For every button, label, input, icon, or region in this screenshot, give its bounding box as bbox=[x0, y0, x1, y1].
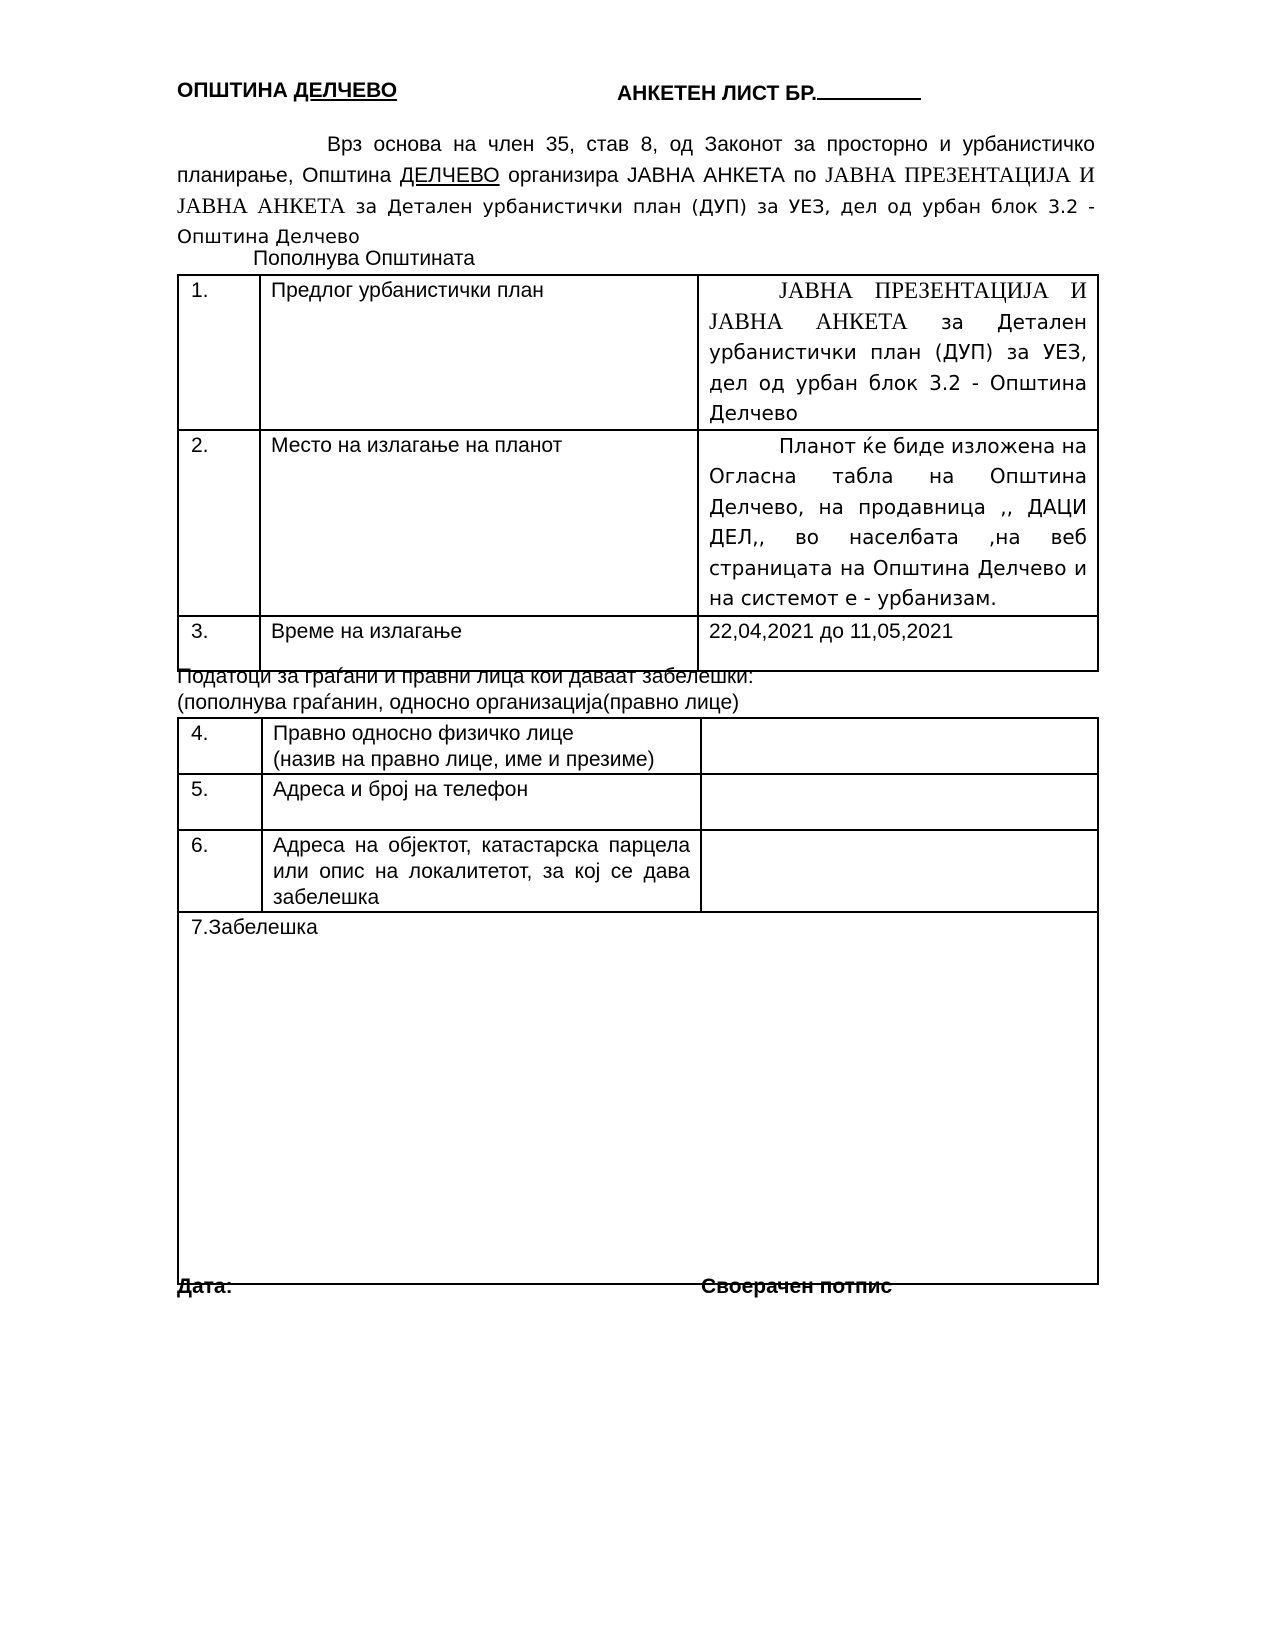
row-number: 3. bbox=[178, 616, 260, 671]
date-label: Дата: bbox=[177, 1275, 233, 1298]
note-field[interactable] bbox=[178, 912, 1098, 1284]
address-phone-field[interactable] bbox=[701, 774, 1098, 830]
row-number: 5. bbox=[178, 774, 262, 830]
row-value bbox=[698, 430, 1098, 616]
table-row bbox=[178, 430, 1098, 616]
row-number: 6. bbox=[178, 830, 262, 912]
row-number: 4. bbox=[178, 718, 262, 774]
form-number-blank[interactable] bbox=[817, 78, 921, 100]
citizens-intro bbox=[177, 664, 754, 716]
row-label bbox=[262, 718, 701, 774]
row-label: Место на излагање на планот bbox=[260, 430, 698, 616]
municipality-name: ДЕЛЧЕВО bbox=[293, 79, 398, 102]
table-row bbox=[178, 718, 1098, 774]
intro-paragraph bbox=[177, 130, 1095, 252]
document-header bbox=[177, 78, 1095, 108]
intro-text-part1: Врз основа на член 35, став 8, од Законот за просторно и урбанистичко планирање, Општина bbox=[177, 133, 1095, 187]
intro-municipality: ДЕЛЧЕВО bbox=[399, 164, 500, 187]
table-row bbox=[178, 616, 1098, 671]
intro-text-part2: организира ЈАВНА АНКЕТА по bbox=[499, 164, 826, 187]
row-label: Адреса и број на телефон bbox=[262, 774, 701, 830]
note-label: 7.Забелешка bbox=[191, 916, 318, 939]
row-number: 1. bbox=[178, 275, 260, 430]
row-label-line1: Правно односно физичко лице bbox=[273, 722, 574, 745]
table-row bbox=[178, 830, 1098, 912]
citizens-intro-line1: Податоци за граѓани и правни лица кои даваат забелешки: bbox=[177, 665, 754, 688]
form-title-block bbox=[617, 78, 921, 107]
municipality-table bbox=[177, 274, 1099, 672]
entity-name-field[interactable] bbox=[701, 718, 1098, 774]
intro-text-part3: ЈАВНА ПРЕЗЕНТАЦИЈА И ЈАВНА АНКЕТА bbox=[177, 162, 1095, 218]
row-value-serif: ЈАВНА ПРЕЗЕНТАЦИЈА И ЈАВНА АНКЕТА bbox=[709, 278, 1087, 334]
citizens-table bbox=[177, 717, 1099, 1285]
row-value-text: Планот ќе биде изложена на Огласна табла на Општина Делчево, на продавница ,, ДАЦИ ДЕЛ,, во населбата ,на веб страницата на Општина Делчево и на системот е - урбанизам. bbox=[709, 433, 1087, 610]
object-address-field[interactable] bbox=[701, 830, 1098, 912]
row-label: Адреса на објектот, катастарска парцела или опис на локалитетот, за кој се дава забелешка bbox=[262, 830, 701, 912]
row-value-rest: за Детален урбанистички план (ДУП) за УЕЗ, дел од урбан блок 3.2 - Општина Делчево bbox=[709, 309, 1087, 425]
row-number: 2. bbox=[178, 430, 260, 616]
row-label-line2: (назив на правно лице, име и презиме) bbox=[273, 748, 655, 771]
municipality-heading bbox=[177, 78, 397, 104]
table-row bbox=[178, 275, 1098, 430]
municipality-prefix: ОПШТИНА bbox=[177, 79, 294, 102]
filled-by-municipality-label: Пополнува Општината bbox=[253, 247, 475, 270]
note-row bbox=[178, 912, 1098, 1284]
signature-label: Своерачен потпис bbox=[701, 1275, 893, 1298]
citizens-intro-line2: (пополнува граѓанин, односно организација(правно лице) bbox=[177, 691, 740, 714]
intro-text-part4: за Детален урбанистички план (ДУП) за УЕЗ, дел од урбан блок 3.2 - Општина Делчево bbox=[177, 196, 1095, 248]
row-value bbox=[698, 275, 1098, 430]
row-value: 22,04,2021 до 11,05,2021 bbox=[698, 616, 1098, 671]
row-label: Предлог урбанистички план bbox=[260, 275, 698, 430]
row-label: Време на излагање bbox=[260, 616, 698, 671]
table-row bbox=[178, 774, 1098, 830]
form-title: АНКЕТЕН ЛИСТ БР. bbox=[617, 82, 817, 105]
